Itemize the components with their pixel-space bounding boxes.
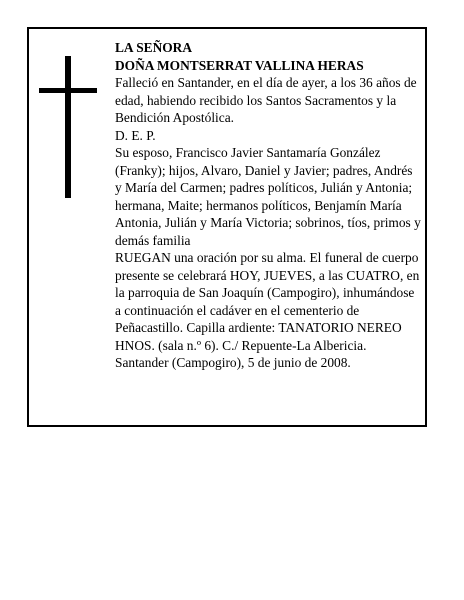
notice-text — [115, 39, 421, 372]
notice-heading: LA SEÑORA — [115, 40, 193, 55]
place-date: Santander (Campogiro), 5 de junio de 2008. — [115, 355, 351, 370]
obituary-notice — [27, 27, 427, 427]
family-list: Su esposo, Francisco Javier Santamaría González (Franky); hijos, Alvaro, Daniel y Javier; padres, Andrés y María del Carmen; padres políticos, Julián y Antonia; hermana, Maite; hermanos políticos, Benjamín María Antonia, Julián y María Victoria; sobrinos, tíos, primos y demás familia — [115, 145, 421, 248]
death-announcement: Falleció en Santander, en el día de ayer, a los 36 años de edad, habiendo recibido los Santos Sacramentos y la Bendición Apostólica. — [115, 75, 417, 125]
deceased-name: DOÑA MONTSERRAT VALLINA HERAS — [115, 57, 364, 73]
funeral-details: RUEGAN una oración por su alma. El funeral de cuerpo presente se celebrará HOY, JUEVES, a las CUATRO, en la parroquia de San Joaquín (Campogiro), inhumándose a continuación el cadáver en el cementerio de Peñacastillo. Capilla ardiente: TANATORIO NEREO HNOS. (sala n.º 6). C./ Repuente-La Albericia. — [115, 250, 420, 353]
cross-vertical-bar — [65, 56, 71, 198]
cross-horizontal-bar — [39, 88, 97, 93]
cross-icon — [39, 56, 97, 198]
dep-line: D. E. P. — [115, 127, 156, 143]
